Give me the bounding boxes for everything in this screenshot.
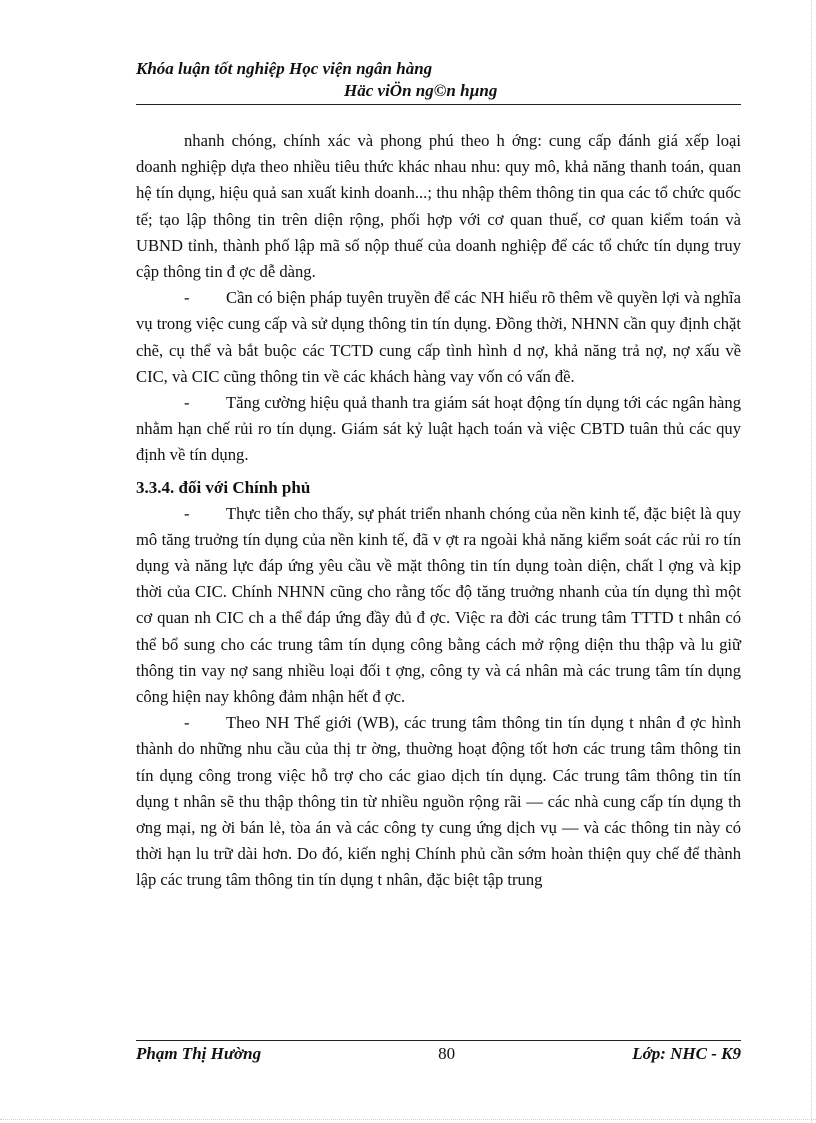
footer-rule	[136, 1040, 741, 1041]
page-number: 80	[438, 1044, 456, 1063]
paragraph-5	[136, 710, 741, 893]
paragraph-3-text: Tăng cường hiệu quả thanh tra giám sát hoạt động tín dụng tới các ngân hàng nhằm hạn chế rủi ro tín dụng. Giám sát kỷ luật hạch toán và việc CBTD tuân thủ các quy định về tín dụng.	[136, 393, 741, 465]
footer-author: Phạm Thị Hường	[136, 1044, 262, 1063]
header-rule	[136, 104, 741, 105]
header-subtitle: Häc viÖn ng©n hµng	[344, 81, 498, 100]
document-body	[136, 128, 741, 894]
bullet-dash: -	[184, 393, 190, 413]
page-right-edge	[811, 0, 812, 1123]
paragraph-2	[136, 285, 741, 390]
paragraph-3	[136, 390, 741, 469]
bullet-dash: -	[184, 288, 190, 308]
paragraph-2-text: Cần có biện pháp tuyên truyền để các NH hiểu rõ thêm về quyền lợi và nghĩa vụ trong việc cung cấp và sử dụng thông tin tín dụng. Đồng thời, NHNN cần quy định chặt chẽ, cụ thể và bắt buộc các TCTD cung cấp tình hình d nợ, khả năng trả nợ, nợ xấu về CIC, và CIC cũng thông tin về các khách hàng vay vốn có vấn đề.	[136, 288, 741, 386]
footer-class: Lớp: NHC - K9	[632, 1044, 741, 1063]
page-bottom-edge	[0, 1119, 816, 1120]
bullet-dash: -	[184, 503, 190, 523]
paragraph-4-text: Thực tiễn cho thấy, sự phát triển nhanh chóng của nền kinh tế, đặc biệt là quy mô tăng truởng tín dụng của nền kinh tế, đã v ợt ra ngoài khả năng kiểm soát các rủi ro tín dụng và năng lực đáp ứng yêu cầu về mặt thông tin tín dụng toàn diện, chất l ợng và kịp thời của CIC. Chính NHNN cũng cho rằng tốc độ tăng truởng nhanh của tín dụng thì một cơ quan nh CIC ch a thể đáp ứng đầy đủ đ ợc. Việc ra đời các trung tâm TTTD t nhân có thể bổ sung cho các trung tâm tín dụng công bằng cách mở rộng diện thu thập và lu giữ thông tin vay nợ sang nhiều loại đối t ợng, công ty và cá nhân mà các trung tâm tín dụng công hiện nay không đảm nhận hết đ ợc.	[136, 503, 741, 707]
paragraph-1: nhanh chóng, chính xác và phong phú theo h ớng: cung cấp đánh giá xếp loại doanh nghiệp dựa theo nhiều tiêu thức khác nhau nhu: quy mô, khả năng thanh toán, quan hệ tín dụng, hiệu quả san xuất kinh doanh...; thu nhập thêm thông tin qua các tổ chức quốc tế; tạo lập thông tin trên diện rộng, phối hợp với cơ quan thuế, cơ quan kiểm toán và UBND tỉnh, thành phố lập mã số nộp thuế của doanh nghiệp để các tổ chức tín dụng truy cập thông tin đ ợc dễ dàng.	[136, 131, 741, 282]
page-footer	[136, 1040, 741, 1064]
section-heading: 3.3.4. đối với Chính phủ	[136, 477, 311, 497]
paragraph-5-text: Theo NH Thế giới (WB), các trung tâm thông tin tín dụng t nhân đ ợc hình thành do những nhu cầu của thị tr ờng, thuờng hoạt động tốt hơn các trung tâm thông tin tín dụng công trong việc hỗ trợ cho các giao dịch tín dụng. Các trung tâm thông tin tín dụng t nhân sẽ thu thập thông tin từ nhiều nguồn rộng rãi — các nhà cung cấp tín dụng th ơng mại, ng ời bán lẻ, tòa án và các công ty cung ứng dịch vụ — và các thông tin này có thời hạn lu trữ dài hơn. Do đó, kiến nghị Chính phủ cần sớm hoàn thiện quy chế để thành lập các trung tâm thông tin tín dụng t nhân, đặc biệt tập trung	[136, 713, 741, 890]
bullet-dash: -	[184, 713, 190, 733]
page-header	[136, 58, 741, 105]
header-title: Khóa luận tốt nghiệp Học viện ngân hàng	[136, 59, 433, 78]
paragraph-4	[136, 501, 741, 711]
